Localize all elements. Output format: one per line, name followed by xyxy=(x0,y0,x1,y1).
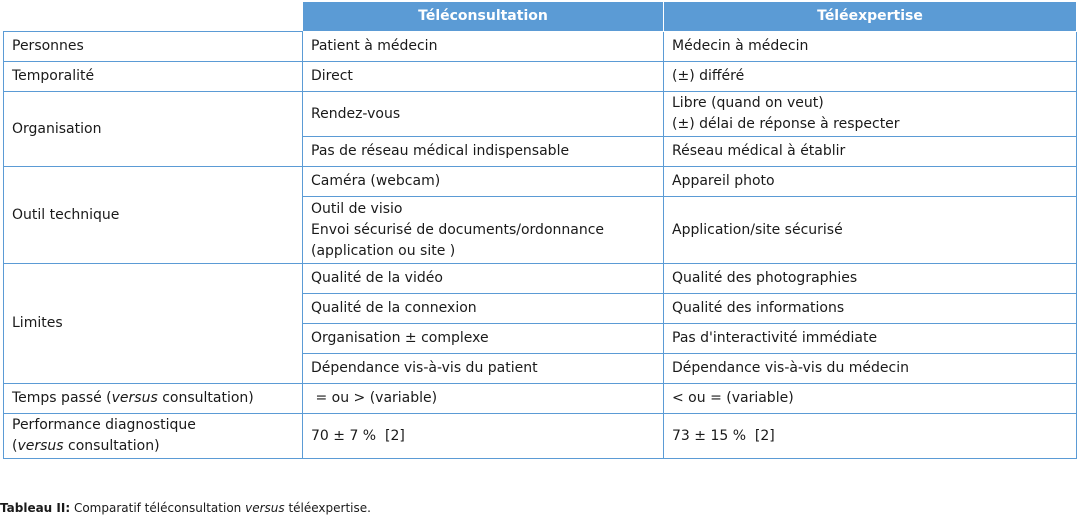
cell-teleconsultation: = ou > (variable) xyxy=(303,384,664,414)
cell-teleexpertise: Appareil photo xyxy=(664,167,1077,197)
caption-italic: versus xyxy=(245,501,285,515)
label-text: Temps passé ( xyxy=(12,390,112,406)
cell-teleexpertise: < ou = (variable) xyxy=(664,384,1077,414)
table-row xyxy=(4,384,1077,414)
cell-line: Libre (quand on veut) xyxy=(672,95,824,111)
comparison-table xyxy=(3,1,1077,459)
row-label: Limites xyxy=(4,264,303,384)
table-row xyxy=(4,32,1077,62)
cell-teleconsultation: Qualité de la connexion xyxy=(303,294,664,324)
table-row xyxy=(4,92,1077,137)
cell-teleexpertise: Qualité des informations xyxy=(664,294,1077,324)
table-row xyxy=(4,264,1077,294)
cell-teleconsultation: Organisation ± complexe xyxy=(303,324,664,354)
cell-line: (application ou site ) xyxy=(311,242,456,259)
label-line: (versus consultation) xyxy=(12,438,160,454)
cell-teleconsultation: Pas de réseau médical indispensable xyxy=(303,137,664,167)
row-label: Personnes xyxy=(4,32,303,62)
cell-teleexpertise: Dépendance vis-à-vis du médecin xyxy=(664,354,1077,384)
cell-teleconsultation: 70 ± 7 % [2] xyxy=(303,414,664,459)
cell-teleexpertise: Qualité des photographies xyxy=(664,264,1077,294)
label-italic: versus xyxy=(111,390,158,406)
row-label: Outil technique xyxy=(4,167,303,264)
header-teleconsultation: Téléconsultation xyxy=(303,2,664,32)
cell-teleexpertise: Réseau médical à établir xyxy=(664,137,1077,167)
caption-text: téléexpertise. xyxy=(284,501,371,515)
table-row xyxy=(4,414,1077,459)
cell-line: (±) délai de réponse à respecter xyxy=(672,116,900,132)
cell-line: Envoi sécurisé de documents/ordonnance xyxy=(311,221,605,238)
table-row xyxy=(4,62,1077,92)
cell-teleexpertise: 73 ± 15 % [2] xyxy=(664,414,1077,459)
cell-teleconsultation xyxy=(303,197,664,264)
table-row xyxy=(4,167,1077,197)
cell-teleconsultation: Qualité de la vidéo xyxy=(303,264,664,294)
cell-teleconsultation: Caméra (webcam) xyxy=(303,167,664,197)
table-caption xyxy=(0,501,371,515)
row-label: Temporalité xyxy=(4,62,303,92)
cell-teleexpertise: Médecin à médecin xyxy=(664,32,1077,62)
row-label xyxy=(4,414,303,459)
header-row xyxy=(4,2,1077,32)
label-text: consultation) xyxy=(157,390,254,406)
cell-teleexpertise xyxy=(664,92,1077,137)
caption-text: Comparatif téléconsultation xyxy=(70,501,246,515)
label-line: Performance diagnostique xyxy=(12,417,196,433)
cell-teleexpertise: Application/site sécurisé xyxy=(664,197,1077,264)
cell-teleconsultation: Dépendance vis-à-vis du patient xyxy=(303,354,664,384)
caption-label: Tableau II: xyxy=(0,501,71,515)
cell-teleexpertise: Pas d'interactivité immédiate xyxy=(664,324,1077,354)
row-label: Organisation xyxy=(4,92,303,167)
cell-teleconsultation: Patient à médecin xyxy=(303,32,664,62)
row-label xyxy=(4,384,303,414)
cell-teleconsultation: Direct xyxy=(303,62,664,92)
header-empty xyxy=(4,2,303,32)
cell-teleconsultation: Rendez-vous xyxy=(303,92,664,137)
cell-teleexpertise: (±) différé xyxy=(664,62,1077,92)
header-teleexpertise: Téléexpertise xyxy=(664,2,1077,32)
cell-line: Outil de visio xyxy=(311,200,403,217)
